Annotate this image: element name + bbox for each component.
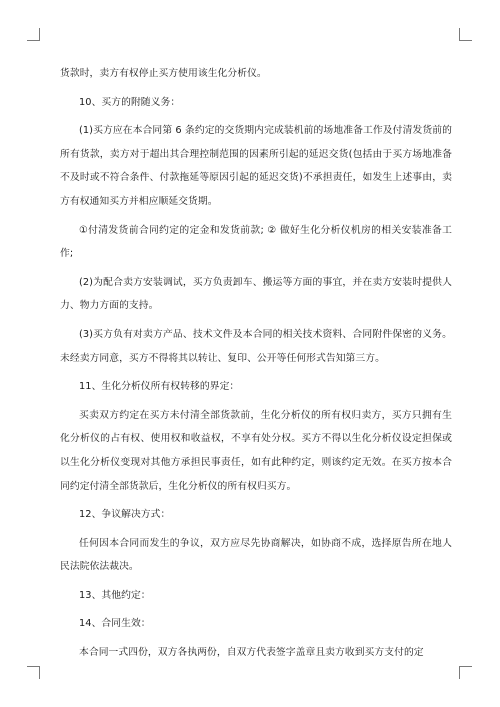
- paragraph: 货款时，卖方有权停止买方使用该生化分析仪。: [60, 68, 267, 79]
- section-heading-13: 13、其他约定：: [79, 589, 151, 601]
- section-heading-14: 14、合同生效：: [79, 618, 151, 630]
- document-body: [60, 62, 452, 670]
- section-heading-12: 12、争议解决方式：: [79, 509, 171, 521]
- crop-mark-top-right: [459, 28, 472, 41]
- paragraph: 任何因本合同而发生的争议，双方应尽先协商解决，如协商不成，选择原告所在地人民法院依法裁决。: [60, 537, 452, 573]
- section-heading-11: 11、生化分析仪所有权转移的界定：: [79, 381, 240, 393]
- paragraph: (1)买方应在本合同第 6 条约定的交货期内完成装机前的场地准备工作及付清发货前的所有货款，卖方对于超出其合理控制范围的因素所引起的延迟交货(包括由于买方场地准备不及时或不符合条件、付款拖延等原因引起的延迟交货)不承担责任，如发生上述事由，卖方有权通知买方并相应顺延交货期。: [60, 125, 452, 207]
- paragraph: (3)买方负有对卖方产品、技术文件及本合同的相关技术资料、合同附件保密的义务。未经卖方同意，买方不得将其以转让、复印、公开等任何形式告知第三方。: [60, 328, 452, 364]
- crop-mark-bottom-right: [459, 666, 472, 679]
- paragraph: (2)为配合卖方安装调试，买方负责卸车、搬运等方面的事宜，并在卖方安装时提供人力、物力方面的支持。: [60, 276, 452, 312]
- paragraph: 买卖双方约定在买方未付清全部货款前，生化分析仪的所有权归卖方，买方只拥有生化分析仪的占有权、使用权和收益权，不享有处分权。买方不得以生化分析仪设定担保或以生化分析仪变现对其他方承担民事责任，如有此种约定，则该约定无效。在买方按本合同约定付清全部货款后，生化分析仪的所有权归买方。: [60, 409, 452, 492]
- section-heading-10: 10、买方的附随义务：: [79, 96, 181, 108]
- paragraph: 本合同一式四份，双方各执两份，自双方代表签字盖章且卖方收到买方支付的定: [79, 647, 424, 659]
- crop-mark-top-left: [27, 28, 40, 41]
- paragraph: ①付清发货前合同约定的定金和发货前款; ② 做好生化分析仪机房的相关安装准备工作;: [60, 224, 452, 260]
- crop-mark-bottom-left: [27, 666, 40, 679]
